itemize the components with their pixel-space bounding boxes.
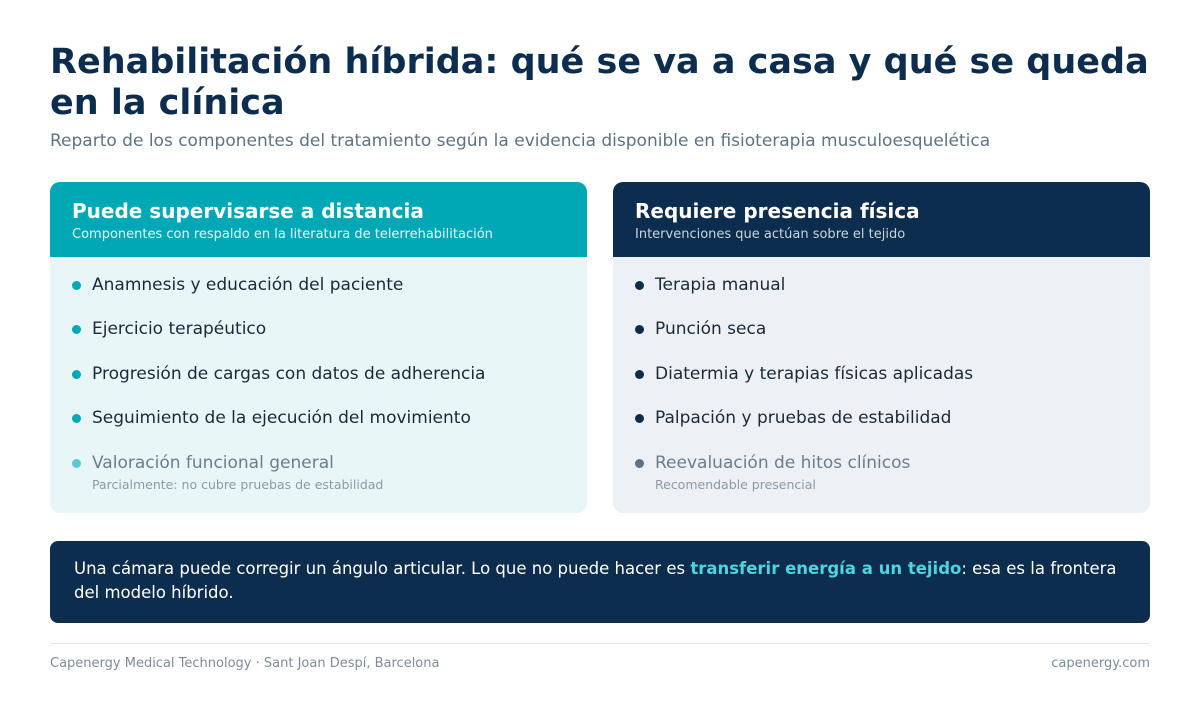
list-item — [72, 317, 565, 361]
list-item — [72, 451, 565, 495]
bullet-dot-icon — [72, 370, 81, 379]
list-item — [635, 406, 1128, 450]
list-item — [72, 406, 565, 450]
footer-divider — [50, 643, 1150, 644]
footer-company: Capenergy Medical Technology · Sant Joan Despí, Barcelona — [50, 656, 440, 671]
bullet-dot-icon — [635, 281, 644, 290]
page-title: Rehabilitación híbrida: qué se va a casa y qué se queda en la clínica — [50, 42, 1149, 123]
list-item-note: Recomendable presencial — [655, 476, 816, 492]
bullet-dot-icon — [72, 281, 81, 290]
list-item — [635, 317, 1128, 361]
in-person-list — [613, 257, 1150, 495]
list-item-label: Diatermia y terapias físicas aplicadas — [655, 363, 974, 384]
list-item-label: Anamnesis y educación del paciente — [92, 275, 404, 295]
list-item-label: Seguimiento de la ejecución del movimiento — [92, 408, 471, 429]
list-item-label: Valoración funcional general — [92, 452, 334, 473]
list-item-label: Punción seca — [655, 319, 767, 340]
list-item — [635, 362, 1128, 406]
quote-banner — [50, 541, 1150, 623]
remote-card-header — [50, 182, 587, 257]
list-item — [635, 273, 1128, 317]
bullet-dot-icon — [72, 414, 81, 423]
page-subtitle: Reparto de los componentes del tratamiento según la evidencia disponible en fisioterapia musculoesquelética — [50, 131, 991, 151]
list-item-label: Ejercicio terapéutico — [92, 319, 267, 340]
remote-list — [50, 257, 587, 495]
in-person-card — [613, 182, 1150, 513]
list-item-note: Parcialmente: no cubre pruebas de estabilidad — [92, 476, 384, 492]
remote-card-title: Puede supervisarse a distancia — [72, 199, 424, 223]
list-item-label: Terapia manual — [655, 275, 786, 295]
list-item-label: Reevaluación de hitos clínicos — [655, 452, 911, 473]
bullet-dot-icon — [635, 370, 644, 379]
list-item — [72, 362, 565, 406]
quote-text-before: Una cámara puede corregir un ángulo articular. Lo que no puede hacer es — [74, 559, 691, 578]
remote-card-subtitle: Componentes con respaldo en la literatura de telerrehabilitación — [72, 227, 493, 242]
in-person-card-header — [613, 182, 1150, 257]
in-person-card-title: Requiere presencia física — [635, 199, 920, 223]
bullet-dot-icon — [635, 325, 644, 334]
bullet-dot-icon — [635, 414, 644, 423]
bullet-dot-icon — [635, 459, 644, 468]
footer-website: capenergy.com — [1051, 656, 1150, 671]
bullet-dot-icon — [72, 325, 81, 334]
remote-card — [50, 182, 587, 513]
quote-highlight: transferir energía a un tejido — [690, 559, 962, 578]
bullet-dot-icon — [72, 459, 81, 468]
list-item — [635, 451, 1128, 495]
list-item — [72, 273, 565, 317]
list-item-label: Progresión de cargas con datos de adherencia — [92, 363, 486, 384]
in-person-card-subtitle: Intervenciones que actúan sobre el tejido — [635, 227, 906, 242]
list-item-label: Palpación y pruebas de estabilidad — [655, 408, 952, 429]
quote-text-after: : esa es la frontera del modelo híbrido. — [74, 559, 1117, 602]
